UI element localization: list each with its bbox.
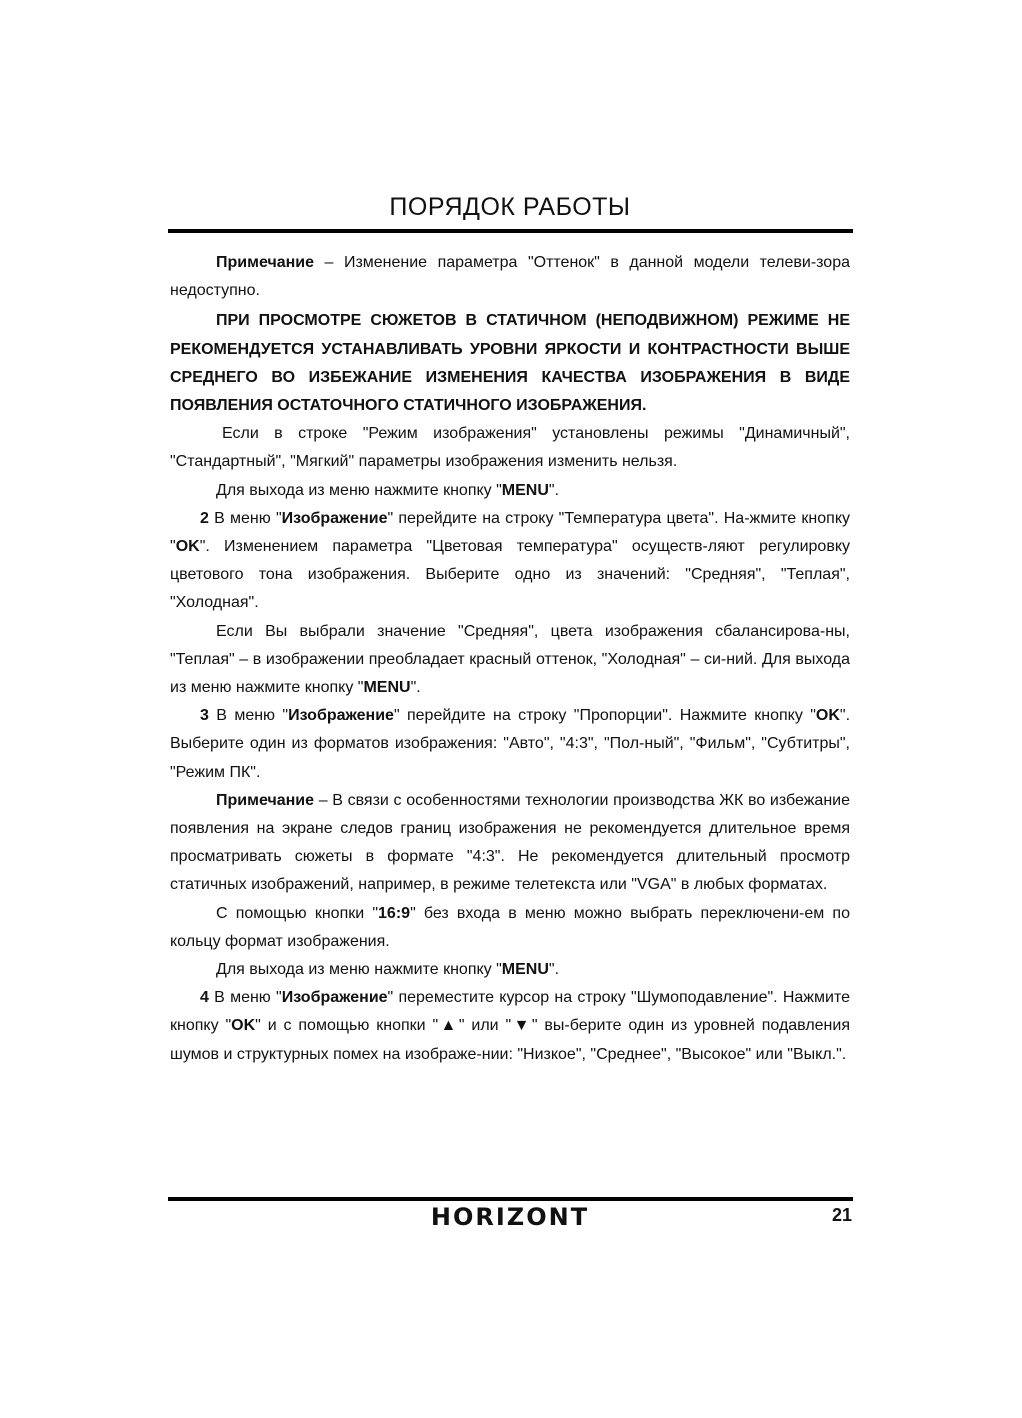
step-text: " и с помощью кнопки ": [255, 1017, 439, 1035]
ok-key: OK: [231, 1017, 256, 1035]
note-paragraph: [170, 787, 850, 900]
exit-paragraph: [170, 477, 850, 505]
aspect-key: 16:9: [378, 904, 411, 922]
menu-key: MENU: [501, 961, 549, 979]
arrow-up-icon: ▲: [438, 1017, 459, 1035]
page-title: ПОРЯДОК РАБОТЫ: [389, 193, 631, 221]
step-2-paragraph: [170, 505, 850, 618]
step-text: " переместите курсор на строку "Шумоподавление". Нажмите кнопку ": [170, 989, 850, 1035]
header-rule: [168, 229, 853, 233]
colors-text: Если Вы выбрали значение "Средняя", цвета изображения сбалансирова-ны, "Теплая" – в изображении преобладает красный оттенок, "Холодная" – си-ний. Для выхода из меню нажмите кнопку ": [170, 622, 850, 697]
exit-text: Для выхода из меню нажмите кнопку ": [216, 961, 502, 979]
step-number: 2: [200, 509, 209, 527]
exit-paragraph: [170, 956, 850, 984]
step-text: " вы-берите один из уровней подавления шумов и структурных помех на изображе-нии: "Низкое", "Среднее", "Высокое" или "Выкл.".: [170, 1017, 850, 1063]
step-text: " перейдите на строку "Температура цвета". На-жмите кнопку ": [170, 509, 851, 556]
step-text: В меню ": [208, 509, 282, 527]
step-text: В меню ": [208, 989, 282, 1007]
note-label: Примечание: [216, 791, 315, 809]
colors-paragraph: [170, 618, 850, 703]
step-number: 3: [200, 707, 209, 725]
ok-key: OK: [175, 538, 200, 556]
aspect-text: С помощью кнопки ": [216, 904, 379, 922]
footer-rule: [168, 1197, 853, 1201]
page-number: 21: [831, 1205, 852, 1225]
step-text: ". Изменением параметра "Цветовая температура" осуществ-ляют регулировку цветового тона изображения. Выберите одно из значений: "Средняя", "Теплая", "Холодная".: [170, 538, 850, 612]
step-text: " или ": [458, 1017, 512, 1035]
menu-name: Изображение: [281, 989, 388, 1007]
document-body: [170, 249, 850, 1069]
colors-text-end: ".: [410, 679, 421, 697]
arrow-down-icon: ▼: [511, 1017, 532, 1035]
exit-text-end: ".: [548, 481, 560, 499]
note-paragraph: [170, 249, 850, 305]
note-text: – В связи с особенностями технологии производства ЖК во избежание появления на экране следов границ изображения не рекомендуется длительное время просматривать сюжеты в формате "4:3". Не рекомендуется длительный просмотр статичных изображений, например, в режиме телетекста или "VGA" в любых форматах.: [170, 791, 850, 894]
aspect-key-paragraph: [170, 900, 850, 956]
note-label: Примечание: [216, 254, 315, 271]
note-text: – Изменение параметра "Оттенок" в данной модели телеви-зора недоступно.: [170, 254, 850, 300]
brand-logo: HORIZONT: [430, 1203, 590, 1231]
step-number: 4: [200, 989, 209, 1007]
exit-text-end: ".: [548, 961, 560, 979]
step-text: В меню ": [208, 707, 289, 725]
menu-key: MENU: [501, 481, 549, 499]
step-text: ". Выберите один из форматов изображения: "Авто", "4:3", "Пол-ный", "Фильм", "Субтитры", "Режим ПК".: [170, 707, 851, 781]
step-4-paragraph: [170, 984, 850, 1069]
step-text: " перейдите на строку "Пропорции". Нажмите кнопку ": [393, 707, 816, 725]
menu-key: MENU: [363, 679, 411, 697]
aspect-text-end: " без входа в меню можно выбрать переключени-ем по кольцу формат изображения.: [170, 904, 850, 950]
exit-text: Для выхода из меню нажмите кнопку ": [216, 481, 502, 499]
ok-key: OK: [815, 707, 840, 725]
warning-paragraph: ПРИ ПРОСМОТРЕ СЮЖЕТОВ В СТАТИЧНОМ (НЕПОДВИЖНОМ) РЕЖИМЕ НЕ РЕКОМЕНДУЕТСЯ УСТАНАВЛИВАТЬ УРОВНИ ЯРКОСТИ И КОНТРАСТНОСТИ ВЫШЕ СРЕДНЕГО ВО ИЗБЕЖАНИЕ ИЗМЕНЕНИЯ КАЧЕСТВА ИЗОБРАЖЕНИЯ В ВИДЕ ПОЯВЛЕНИЯ ОСТАТОЧНОГО СТАТИЧНОГО ИЗОБРАЖЕНИЯ.: [170, 312, 850, 415]
menu-name: Изображение: [288, 707, 394, 725]
step-3-paragraph: [170, 702, 850, 787]
modes-paragraph: Если в строке "Режим изображения" установлены режимы "Динамичный", "Стандартный", "Мягкий" параметры изображения изменить нельзя.: [170, 425, 850, 471]
menu-name: Изображение: [281, 509, 388, 527]
